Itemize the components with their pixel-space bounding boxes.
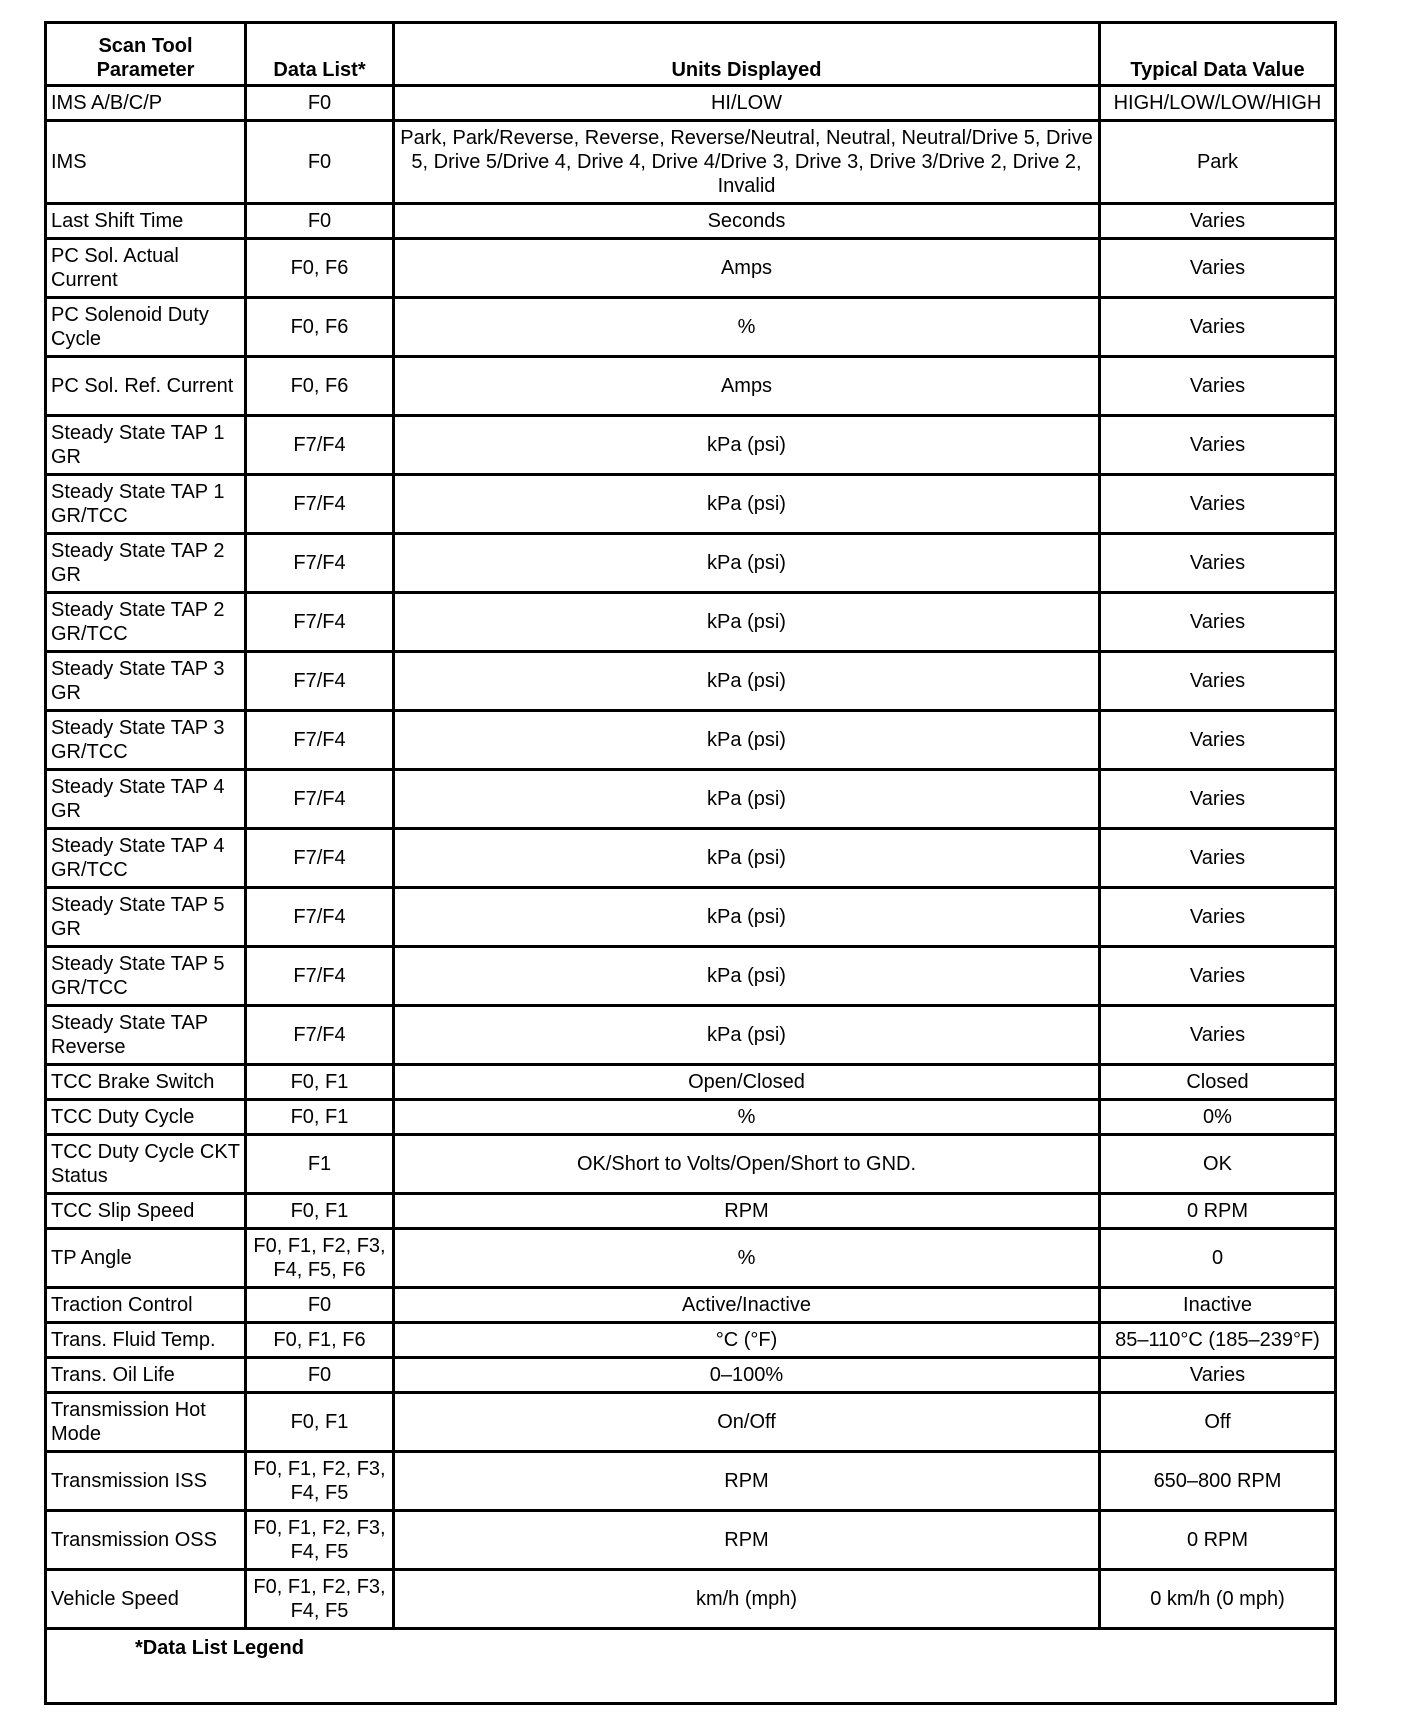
header-row [46, 23, 1336, 86]
data-list-cell: F7/F4 [246, 593, 394, 652]
units-cell: % [394, 1229, 1100, 1288]
param-cell: TCC Slip Speed [46, 1194, 246, 1229]
units-cell: % [394, 1100, 1100, 1135]
units-cell: Amps [394, 357, 1100, 416]
units-cell: Amps [394, 239, 1100, 298]
data-list-cell: F0, F6 [246, 357, 394, 416]
data-list-cell: F0 [246, 1288, 394, 1323]
table-row [46, 593, 1336, 652]
data-list-cell: F0, F1, F2, F3, F4, F5 [246, 1511, 394, 1570]
param-cell: Steady State TAP 3 GR/TCC [46, 711, 246, 770]
data-list-cell: F0, F1, F6 [246, 1323, 394, 1358]
typical-value-cell: Varies [1100, 1358, 1336, 1393]
param-cell: IMS [46, 121, 246, 204]
units-cell: Park, Park/Reverse, Reverse, Reverse/Neutral, Neutral, Neutral/Drive 5, Drive 5, Drive 5/Drive 4, Drive 4, Drive 4/Drive 3, Drive 3, Drive 3/Drive 2, Drive 2, Invalid [394, 121, 1100, 204]
header-typical-data-value: Typical Data Value [1100, 23, 1336, 86]
table-row [46, 1288, 1336, 1323]
typical-value-cell: Closed [1100, 1065, 1336, 1100]
table-row [46, 1358, 1336, 1393]
typical-value-cell: Inactive [1100, 1288, 1336, 1323]
table-row [46, 1006, 1336, 1065]
typical-value-cell: 650–800 RPM [1100, 1452, 1336, 1511]
header-data-list: Data List* [246, 23, 394, 86]
table-row [46, 298, 1336, 357]
units-cell: kPa (psi) [394, 888, 1100, 947]
units-cell: kPa (psi) [394, 829, 1100, 888]
table-row [46, 239, 1336, 298]
typical-value-cell: 0 [1100, 1229, 1336, 1288]
table-row [46, 1194, 1336, 1229]
scan-tool-data-table [44, 21, 1337, 1705]
units-cell: HI/LOW [394, 86, 1100, 121]
table-row [46, 416, 1336, 475]
data-list-cell: F0 [246, 121, 394, 204]
param-cell: Steady State TAP 1 GR [46, 416, 246, 475]
typical-value-cell: Varies [1100, 1006, 1336, 1065]
param-cell: Steady State TAP 2 GR [46, 534, 246, 593]
units-cell: 0–100% [394, 1358, 1100, 1393]
typical-value-cell: Varies [1100, 829, 1336, 888]
table-body [46, 86, 1336, 1629]
units-cell: OK/Short to Volts/Open/Short to GND. [394, 1135, 1100, 1194]
param-cell: Steady State TAP 1 GR/TCC [46, 475, 246, 534]
data-list-cell: F0, F1 [246, 1194, 394, 1229]
table-row [46, 947, 1336, 1006]
table-row [46, 888, 1336, 947]
param-cell: Steady State TAP Reverse [46, 1006, 246, 1065]
data-list-cell: F7/F4 [246, 711, 394, 770]
typical-value-cell: Varies [1100, 593, 1336, 652]
param-cell: Transmission Hot Mode [46, 1393, 246, 1452]
table-row [46, 204, 1336, 239]
data-list-cell: F0 [246, 86, 394, 121]
param-cell: TP Angle [46, 1229, 246, 1288]
header-units-displayed: Units Displayed [394, 23, 1100, 86]
units-cell: kPa (psi) [394, 416, 1100, 475]
units-cell: Open/Closed [394, 1065, 1100, 1100]
typical-value-cell: 0 RPM [1100, 1511, 1336, 1570]
param-cell: Last Shift Time [46, 204, 246, 239]
typical-value-cell: Varies [1100, 416, 1336, 475]
typical-value-cell: 0% [1100, 1100, 1336, 1135]
table-row [46, 534, 1336, 593]
typical-value-cell: Varies [1100, 239, 1336, 298]
typical-value-cell: Varies [1100, 204, 1336, 239]
units-cell: kPa (psi) [394, 947, 1100, 1006]
typical-value-cell: Off [1100, 1393, 1336, 1452]
typical-value-cell: Varies [1100, 357, 1336, 416]
table-row [46, 652, 1336, 711]
units-cell: km/h (mph) [394, 1570, 1100, 1629]
typical-value-cell: Varies [1100, 888, 1336, 947]
data-list-cell: F0 [246, 1358, 394, 1393]
param-cell: Vehicle Speed [46, 1570, 246, 1629]
typical-value-cell: Varies [1100, 770, 1336, 829]
param-cell: PC Sol. Ref. Current [46, 357, 246, 416]
data-list-cell: F1 [246, 1135, 394, 1194]
units-cell: On/Off [394, 1393, 1100, 1452]
typical-value-cell: 85–110°C (185–239°F) [1100, 1323, 1336, 1358]
table-row [46, 1229, 1336, 1288]
typical-value-cell: Varies [1100, 298, 1336, 357]
param-cell: Transmission ISS [46, 1452, 246, 1511]
table-row [46, 770, 1336, 829]
table-row [46, 121, 1336, 204]
data-list-cell: F7/F4 [246, 652, 394, 711]
data-list-cell: F0, F1 [246, 1065, 394, 1100]
data-list-cell: F7/F4 [246, 534, 394, 593]
table-row [46, 1135, 1336, 1194]
typical-value-cell: HIGH/LOW/LOW/HIGH [1100, 86, 1336, 121]
param-cell: Steady State TAP 5 GR [46, 888, 246, 947]
param-cell: IMS A/B/C/P [46, 86, 246, 121]
data-list-cell: F0, F1, F2, F3, F4, F5 [246, 1570, 394, 1629]
table-row [46, 1100, 1336, 1135]
units-cell: kPa (psi) [394, 711, 1100, 770]
table-row [46, 357, 1336, 416]
param-cell: Transmission OSS [46, 1511, 246, 1570]
units-cell: kPa (psi) [394, 593, 1100, 652]
units-cell: RPM [394, 1194, 1100, 1229]
table-row [46, 1511, 1336, 1570]
param-cell: Traction Control [46, 1288, 246, 1323]
param-cell: TCC Brake Switch [46, 1065, 246, 1100]
param-cell: Trans. Fluid Temp. [46, 1323, 246, 1358]
param-cell: Steady State TAP 4 GR/TCC [46, 829, 246, 888]
param-cell: Steady State TAP 2 GR/TCC [46, 593, 246, 652]
data-list-cell: F7/F4 [246, 475, 394, 534]
typical-value-cell: 0 RPM [1100, 1194, 1336, 1229]
units-cell: kPa (psi) [394, 652, 1100, 711]
param-cell: TCC Duty Cycle [46, 1100, 246, 1135]
units-cell: °C (°F) [394, 1323, 1100, 1358]
table-row [46, 1570, 1336, 1629]
data-list-cell: F7/F4 [246, 888, 394, 947]
typical-value-cell: Varies [1100, 534, 1336, 593]
param-cell: Trans. Oil Life [46, 1358, 246, 1393]
typical-value-cell: Park [1100, 121, 1336, 204]
data-list-cell: F7/F4 [246, 829, 394, 888]
legend-row [46, 1629, 1336, 1704]
units-cell: % [394, 298, 1100, 357]
table-row [46, 1065, 1336, 1100]
param-cell: Steady State TAP 5 GR/TCC [46, 947, 246, 1006]
table-row [46, 711, 1336, 770]
table-row [46, 1393, 1336, 1452]
data-list-cell: F7/F4 [246, 947, 394, 1006]
units-cell: kPa (psi) [394, 534, 1100, 593]
units-cell: RPM [394, 1511, 1100, 1570]
data-list-cell: F7/F4 [246, 1006, 394, 1065]
table-row [46, 86, 1336, 121]
table-row [46, 829, 1336, 888]
header-scan-tool-parameter: Scan Tool Parameter [46, 23, 246, 86]
units-cell: kPa (psi) [394, 1006, 1100, 1065]
units-cell: Seconds [394, 204, 1100, 239]
data-list-cell: F7/F4 [246, 416, 394, 475]
data-list-cell: F0 [246, 204, 394, 239]
table-row [46, 1452, 1336, 1511]
data-list-cell: F0, F1 [246, 1393, 394, 1452]
param-cell: Steady State TAP 3 GR [46, 652, 246, 711]
units-cell: kPa (psi) [394, 770, 1100, 829]
data-list-cell: F7/F4 [246, 770, 394, 829]
data-list-cell: F0, F1 [246, 1100, 394, 1135]
units-cell: kPa (psi) [394, 475, 1100, 534]
units-cell: Active/Inactive [394, 1288, 1100, 1323]
units-cell: RPM [394, 1452, 1100, 1511]
typical-value-cell: Varies [1100, 652, 1336, 711]
table-row [46, 475, 1336, 534]
typical-value-cell: 0 km/h (0 mph) [1100, 1570, 1336, 1629]
data-list-legend: *Data List Legend [46, 1629, 1336, 1704]
data-list-cell: F0, F6 [246, 239, 394, 298]
param-cell: PC Solenoid Duty Cycle [46, 298, 246, 357]
data-list-cell: F0, F1, F2, F3, F4, F5 [246, 1452, 394, 1511]
typical-value-cell: Varies [1100, 711, 1336, 770]
param-cell: TCC Duty Cycle CKT Status [46, 1135, 246, 1194]
data-list-cell: F0, F6 [246, 298, 394, 357]
typical-value-cell: OK [1100, 1135, 1336, 1194]
data-list-cell: F0, F1, F2, F3, F4, F5, F6 [246, 1229, 394, 1288]
param-cell: PC Sol. Actual Current [46, 239, 246, 298]
typical-value-cell: Varies [1100, 947, 1336, 1006]
typical-value-cell: Varies [1100, 475, 1336, 534]
table-row [46, 1323, 1336, 1358]
scan-tool-data-sheet [44, 21, 1334, 1705]
param-cell: Steady State TAP 4 GR [46, 770, 246, 829]
